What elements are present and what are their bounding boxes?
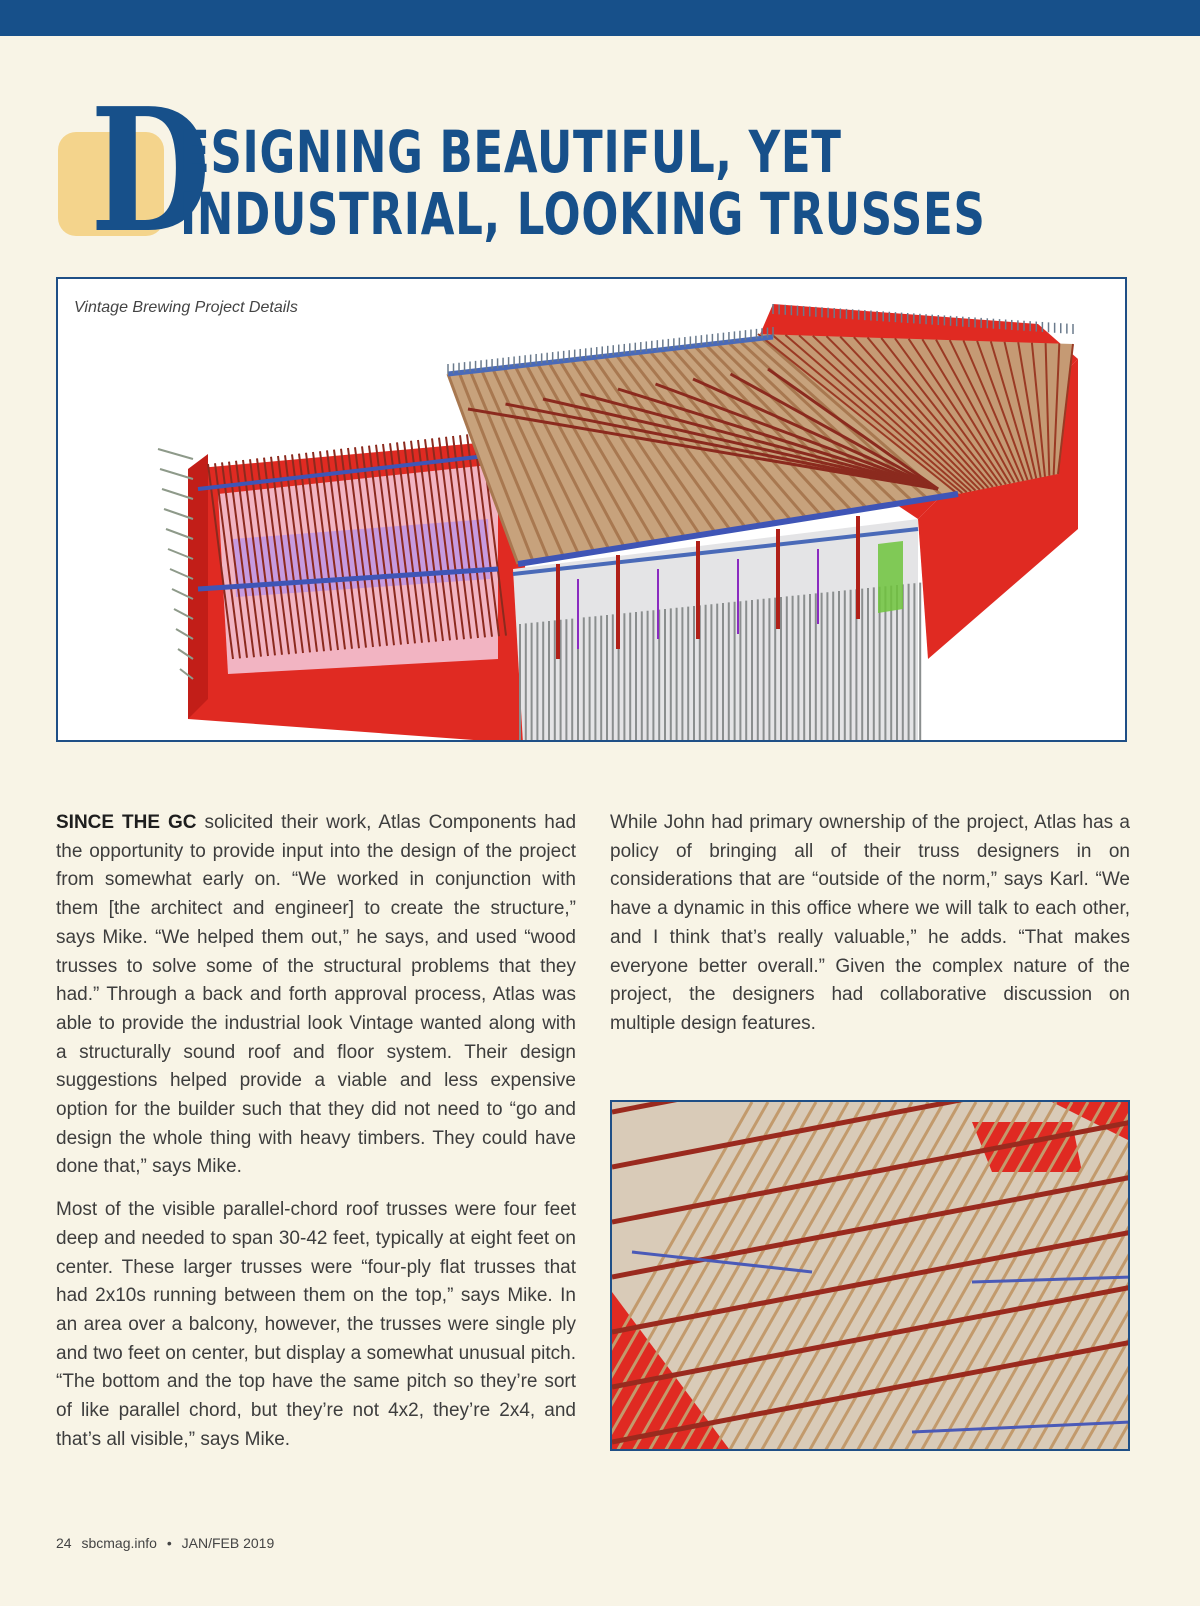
article-column-right	[610, 809, 1130, 1053]
main-figure	[56, 277, 1127, 742]
footer-site: sbcmag.info	[81, 1535, 157, 1551]
title-line-1: ESIGNING BEAUTIFUL, YET	[180, 118, 842, 186]
paragraph-text: Most of the visible parallel-chord roof trusses were four feet deep and needed to span 30-42 feet, typically at eight feet on center. These larger trusses were “four-ply flat trusses that had 2x10s running between them on the top,” says Mike. In an area over a balcony, however, the trusses were single ply and two feet on center, but display a somewhat unusual pitch. “The bottom and the top have the same pitch so they’re sort of like parallel chord, but they’re not 4x2, they’re 2x4, and that’s all visible,” says Mike.	[56, 1199, 576, 1450]
inset-figure	[610, 1100, 1130, 1451]
paragraph	[56, 1196, 576, 1454]
paragraph-text: solicited their work, Atlas Components had the opportunity to provide input into the design of the project from somewhat early on. “We worked in conjunction with them [the architect and engineer] to create the structure,” says Mike. “We helped them out,” he says, and used “wood trusses to solve some of the structural problems that they had.” Through a back and forth approval process, Atlas was able to provide the industrial look Vintage wanted along with a structurally sound roof and floor system. Their design suggestions helped provide a viable and less expensive option for the builder such that they did not need to “go and design the whole thing with heavy timbers. They could have done that,” says Mike.	[56, 812, 577, 1178]
page-number: 24	[56, 1535, 72, 1551]
truss-detail-illustration	[612, 1102, 1130, 1451]
drop-cap: D	[90, 71, 211, 271]
footer-issue: JAN/FEB 2019	[181, 1535, 275, 1551]
paragraph	[56, 809, 576, 1182]
paragraph-text: While John had primary ownership of the project, Atlas has a policy of bringing all of their truss designers in on considerations that are “outside of the norm,” says Karl. “We have a dynamic in this office where we will talk to each other, and I think that’s really valuable,” he adds. “That makes everyone better overall.” Given the complex nature of the project, the designers had collaborative discussion on multiple design features.	[610, 812, 1130, 1034]
truss-model-illustration	[58, 279, 1127, 742]
lead-in: SINCE THE GC	[56, 812, 197, 833]
header-bar	[0, 0, 1200, 36]
footer-separator: •	[166, 1535, 172, 1551]
article-title	[56, 71, 986, 271]
page-footer	[56, 1535, 280, 1551]
article-column-left	[56, 809, 576, 1468]
paragraph	[610, 809, 1130, 1039]
title-line-2: INDUSTRIAL, LOOKING TRUSSES	[180, 180, 986, 248]
figure-caption: Vintage Brewing Project Details	[74, 299, 298, 316]
